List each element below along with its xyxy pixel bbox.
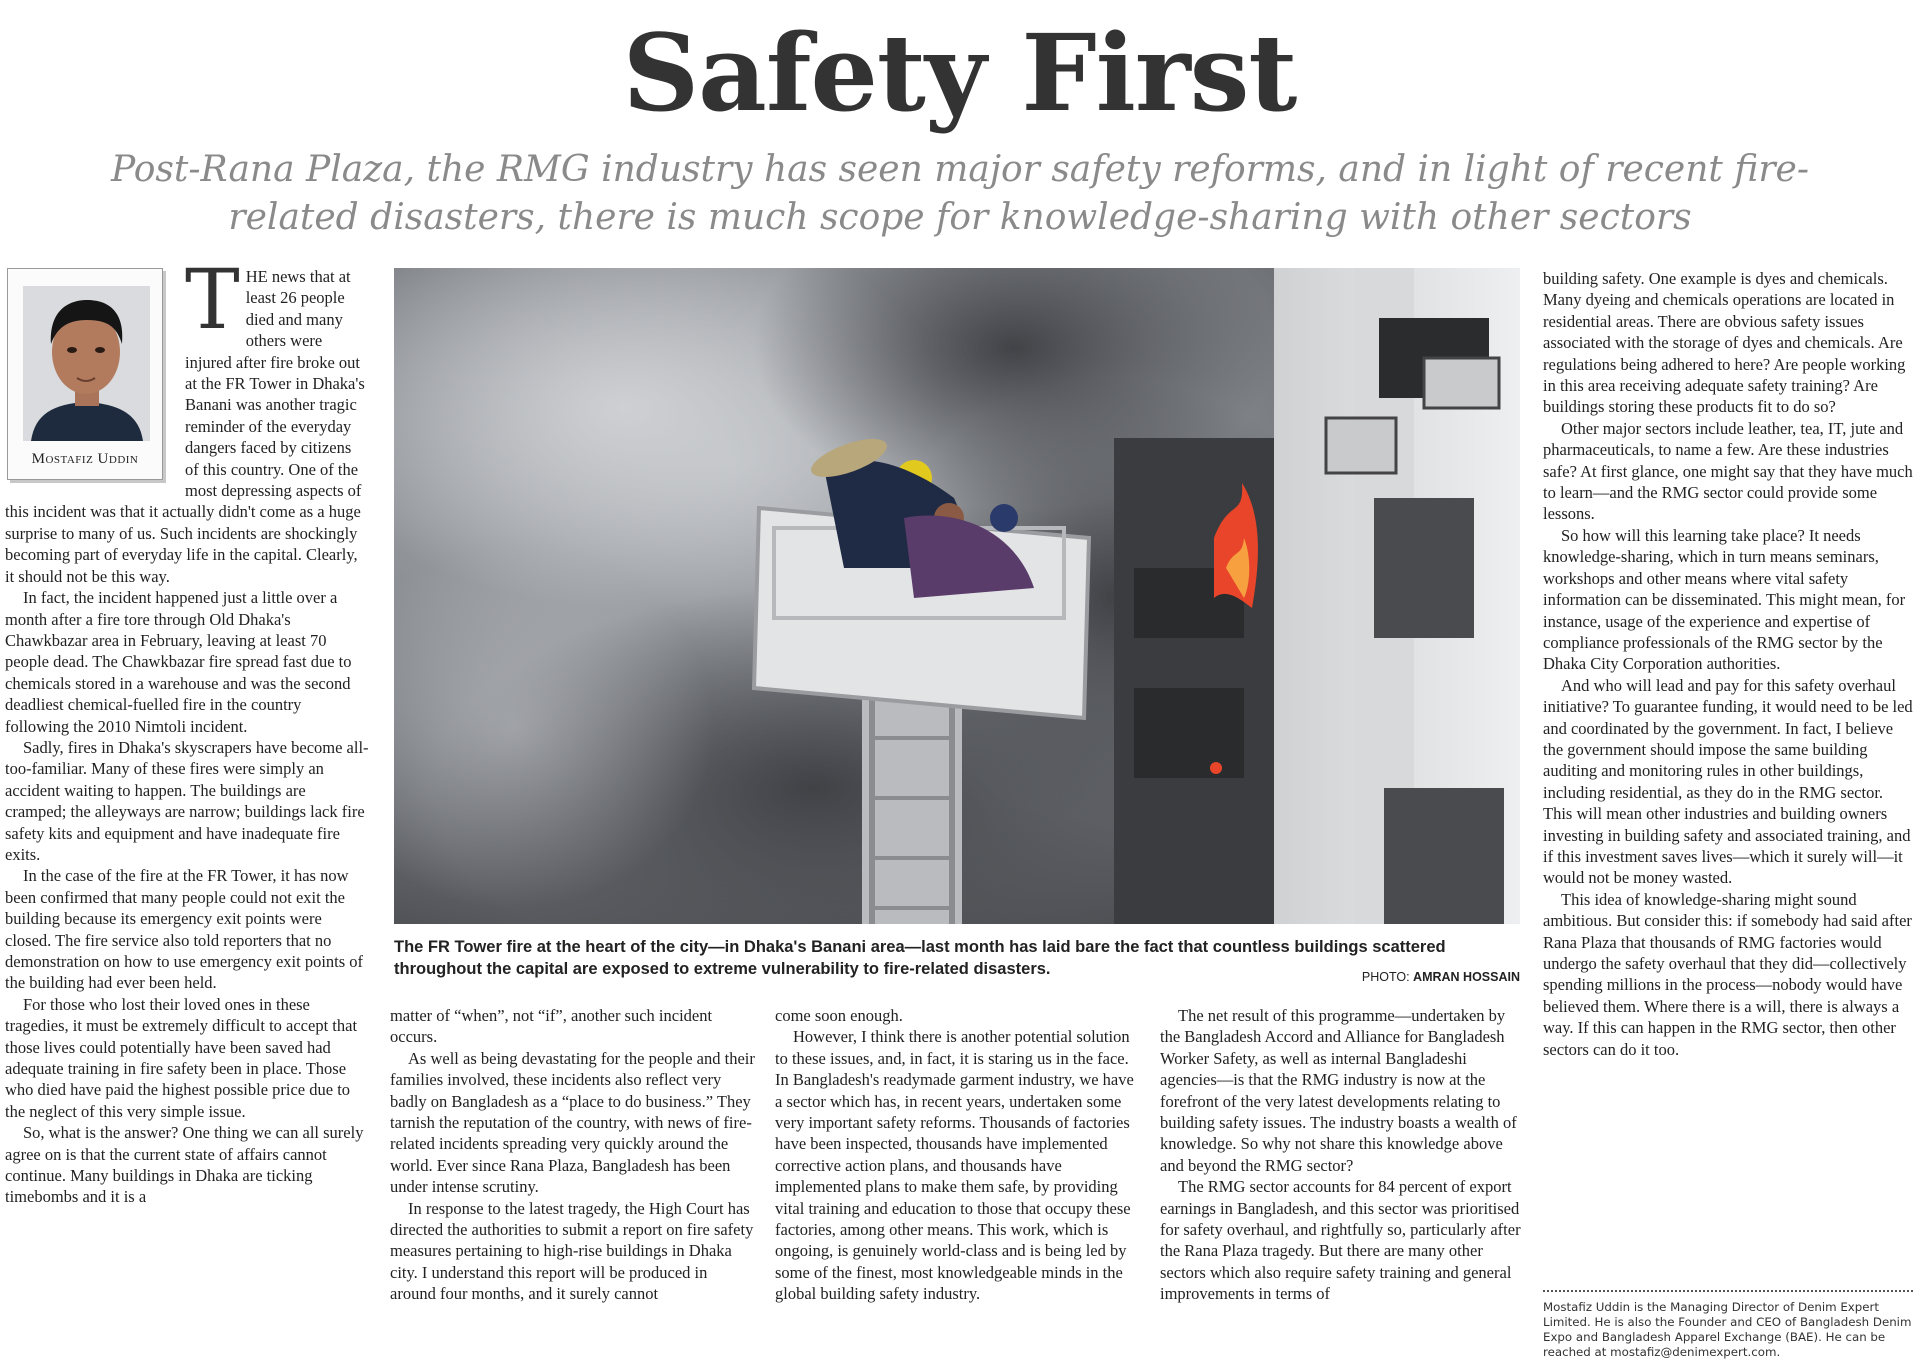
paragraph: In the case of the fire at the FR Tower, it has now been confirmed that many people could not exit the building because its emergency exit points were closed. The fire service also told reporters that no demonstration on how to use emergency exit points of the building had ever been held. xyxy=(5,866,364,993)
article-column-3 xyxy=(775,1005,1140,1368)
bio-divider xyxy=(1543,1290,1913,1292)
article-column-5 xyxy=(1543,268,1913,1278)
paragraph: So how will this learning take place? It needs knowledge-sharing, which in turn means seminars, workshops and other means where vital safety information can be disseminated. This might mean, for instance, usage of the experience and expertise of compliance professionals of the RMG sector by the Dhaka City Corporation authorities. xyxy=(1543,525,1906,674)
paragraph: The net result of this programme—undertaken by the Bangladesh Accord and Alliance for Bangladesh Worker Safety, as well as internal Bangladeshi agencies—is that the RMG industry is now at the forefront of the very latest developments relating to building safety issues. The industry boasts a wealth of knowledge. So why not share this knowledge above and beyond the RMG sector? xyxy=(1160,1006,1517,1175)
article-column-4 xyxy=(1160,1005,1525,1368)
paragraph: The RMG sector accounts for 84 percent of export earnings in Bangladesh, and this sector was prioritised for safety overhaul, and rightfully so, particularly after the Rana Plaza tragedy. But there are many other sectors which also require safety training and general improvements in terms of xyxy=(1160,1177,1521,1304)
fire-rescue-photo xyxy=(394,268,1520,924)
credit-name: AMRAN HOSSAIN xyxy=(1413,970,1520,984)
paragraph: In response to the latest tragedy, the High Court has directed the authorities to submit a report on fire safety measures pertaining to high-rise buildings in Dhaka city. I understand this report will be produced in around four months, and it surely cannot xyxy=(390,1198,754,1304)
photo-credit xyxy=(1362,966,1520,988)
headline-subtitle: Post-Rana Plaza, the RMG industry has seen major safety reforms, and in light of recent fire-related disasters, there is much scope for knowledge-sharing with other sectors xyxy=(110,149,1810,238)
caption-text: The FR Tower fire at the heart of the city—in Dhaka's Banani area—last month has laid bare the fact that countless buildings scattered throughout the capital are exposed to extreme vulnerability to fire-related disasters. xyxy=(394,938,1446,978)
author-bio: Mostafiz Uddin is the Managing Director of Denim Expert Limited. He is also the Founder and CEO of Bangladesh Denim Expo and Bangladesh Apparel Exchange (BAE). He can be reached at mostafiz@denimexpert.com. xyxy=(1543,1300,1912,1359)
paragraph: As well as being devastating for the people and their families involved, these incidents also reflect very badly on Bangladesh as a “place to do business.” They tarnish the reputation of the country, with news of fire-related incidents spreading very quickly around the world. Ever since Rana Plaza, Bangladesh has been under intense scrutiny. xyxy=(390,1048,755,1197)
paragraph: Sadly, fires in Dhaka's skyscrapers have become all-too-familiar. Many of these fires were simply an accident waiting to happen. The buildings are cramped; the alleyways are narrow; buildings lack fire safety kits and equipment and have inadequate fire exits. xyxy=(5,737,369,864)
article-column-2 xyxy=(390,1005,755,1368)
paragraph: HE news that at least 26 people died and many others were injured after fire broke out at the FR Tower in Dhaka's Banani was another tragic reminder of the everyday dangers faced by citizens of this country. One of the most depressing aspects of this incident was that it actually didn't come as a huge surprise to many of us. Such incidents are shockingly becoming part of everyday life in the capital. Clearly, it should not be this way. xyxy=(5,267,365,586)
paragraph: come soon enough. xyxy=(775,1006,903,1025)
author-name: Mostafiz Uddin xyxy=(31,451,139,467)
paragraph: And who will lead and pay for this safety overhaul initiative? To guarantee funding, it would need to be led and coordinated by the government. In fact, I believe the government should impose the same building auditing and monitoring rules in other buildings, including residential, as they do in the RMG sector. This will mean other industries and building owners investing in building safety and associated training, and if this investment saves lives—which it surely will—it would not be money wasted. xyxy=(1543,675,1913,888)
author-photo xyxy=(23,286,150,441)
paragraph: Other major sectors include leather, tea, IT, jute and pharmaceuticals, to name a few. Are these industries safe? At first glance, one might say that they have much to learn—and the RMG sector could provide some lessons. xyxy=(1543,418,1913,524)
photo-caption xyxy=(394,936,1520,984)
author-box xyxy=(7,268,163,480)
paragraph: In fact, the incident happened just a little over a month after a fire tore through Old Dhaka's Chawkbazar area in February, leaving at least 70 people dead. The Chawkbazar fire spread fast due to chemicals stored in a warehouse and was the second deadliest chemical-fuelled fire in the country following the 2010 Nimtoli incident. xyxy=(5,588,352,736)
credit-label: PHOTO: xyxy=(1361,970,1410,984)
article-column-1 xyxy=(5,266,369,1368)
headline-title: Safety First xyxy=(622,10,1297,135)
paragraph: For those who lost their loved ones in these tragedies, it must be extremely difficult to accept that those lives could potentially have been saved had adequate training in fire safety been in place. Those who died have paid the highest possible price due to the neglect of this very simple issue. xyxy=(5,994,358,1121)
paragraph: building safety. One example is dyes and chemicals. Many dyeing and chemicals operations are located in residential areas. There are obvious safety issues associated with the storage of dyes and chemicals. Are regulations being adhered to here? Are people working in this area receiving adequate safety training? Are buildings storing these products fit to do so? xyxy=(1543,269,1906,417)
paragraph: So, what is the answer? One thing we can all surely agree on is that the current state of affairs cannot continue. Many buildings in Dhaka are ticking timebombs and it is a xyxy=(5,1123,364,1207)
paragraph: This idea of knowledge-sharing might sound ambitious. But consider this: if somebody had said after Rana Plaza that thousands of RMG factories would undergo the safety overhaul that they did—collectively spending millions in the process—nobody would have believed them. Where there is a will, there is always a way. If this can happen in the RMG sector, then other sectors can do it too. xyxy=(1543,889,1912,1059)
drop-cap: T xyxy=(185,266,240,348)
paragraph: However, I think there is another potential solution to these issues, and, in fact, it is staring us in the face. In Bangladesh's readymade garment industry, we have a sector which has, in recent years, undertaken some very important safety reforms. Thousands of factories have been inspected, thousands have implemented corrective action plans, and thousands have implemented plans to make them safe, by providing vital training and education to those that occupy these factories, among other means. This work, which is ongoing, is genuinely world-class and is being led by some of the finest, most knowledgeable minds in the global building safety industry. xyxy=(775,1027,1134,1304)
paragraph: matter of “when”, not “if”, another such incident occurs. xyxy=(390,1006,713,1047)
